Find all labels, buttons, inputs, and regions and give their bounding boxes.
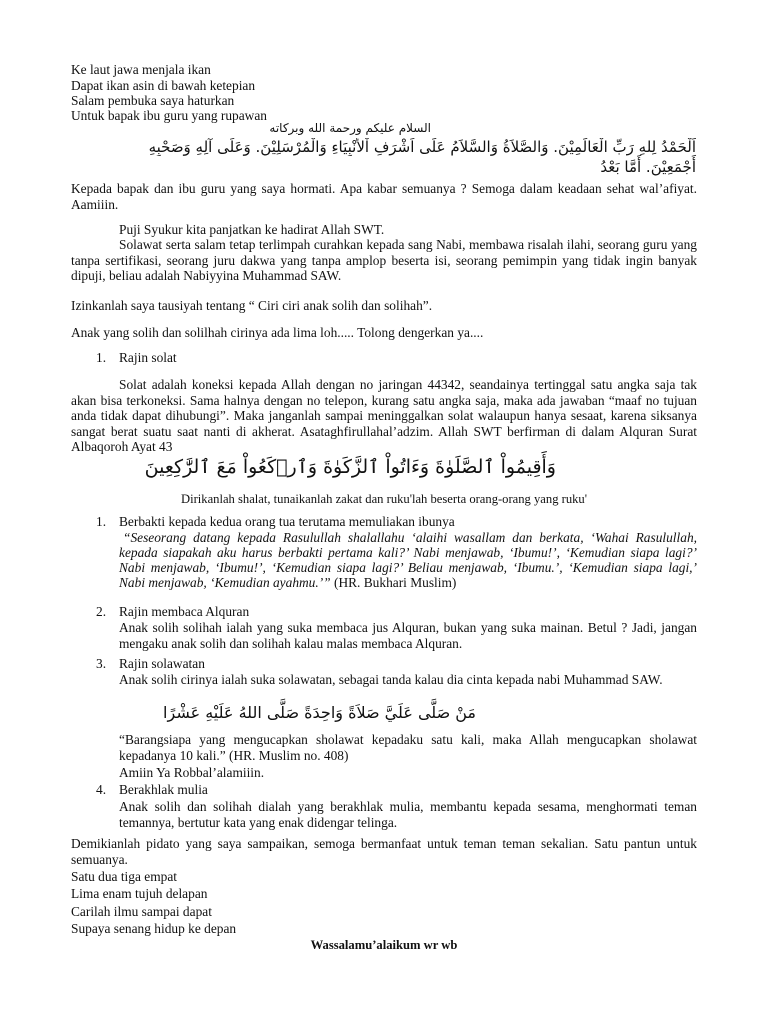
ayat-arabic: وَأَقِيمُواْ ٱلصَّلَوٰةَ وَءَاتُواْ ٱلزَّكَوٰةَ وَٱرۡكَعُواْ مَعَ ٱلرَّٰكِعِينَ (144, 456, 556, 478)
hamdalah-arabic-line2: أَجْمَعِيْنَ. أَمَّا بَعْدُ (600, 158, 696, 176)
list-number: 4. (96, 782, 107, 797)
amin-line: Amiin Ya Robbal’alamiiin. (119, 765, 265, 780)
hadith-source: (HR. Bukhari Muslim) (330, 575, 457, 590)
list-number: 3. (96, 656, 107, 671)
solawat-hadith-arabic: مَنْ صَلَّى عَلَيَّ صَلاَةً وَاحِدَةً صَلَّى اللهُ عَلَيْهِ عَشْرًا (163, 703, 476, 722)
list-item-title: Rajin membaca Alquran (119, 604, 250, 619)
salam-arabic: السلام عليكم ورحمة الله وبركاته (269, 121, 431, 135)
solawat-translation: “Barangsiapa yang mengucapkan sholawat kepadaku satu kali, maka Allah mengucapkan sholawat kepadanya 10 kali.” (HR. Muslim no. 408) (119, 732, 697, 763)
solawat-paragraph: Solawat serta salam tetap terlimpah curahkan kepada sang Nabi, membawa risalah ilahi, seorang guru yang tanpa sertifikasi, seorang juru dakwa yang tanpa amplop beserta isi, seorang pemimpin yang tidak ingin banyak dipuji, beliau adalah Nabiyyina Muhammad SAW. (71, 237, 697, 284)
closing-pantun-line: Lima enam tujuh delapan (71, 886, 208, 901)
alquran-paragraph: Anak solih solihah ialah yang suka membaca jus Alquran, bukan yang suka mainan. Betul ? Jadi, jangan mengaku anak solih dan solihah kalau malas membaca Alquran. (119, 620, 697, 651)
closing-paragraph: Demikianlah pidato yang saya sampaikan, semoga bermanfaat untuk teman teman sekalian. Satu pantun untuk semuanya. (71, 836, 697, 867)
ayat-translation: Dirikanlah shalat, tunaikanlah zakat dan ruku'lah beserta orang-orang yang ruku' (181, 492, 587, 506)
topic-line: Izinkanlah saya tausiyah tentang “ Ciri ciri anak solih dan solihah”. (71, 298, 433, 313)
list-item-title: Rajin solat (119, 350, 177, 365)
hadith-quote: “Seseorang datang kepada Rasulullah shalallahu ‘alaihi wasallam dan berkata, ‘Wahai Rasulullah, kepada siapakah aku harus berbakti pertama kali?’ Nabi menjawab, ‘Ibumu!’, ‘Kemudian siapa lagi?’ Nabi menjawab, ‘Ibumu!’, ‘Kemudian siapa lagi?’ Beliau menjawab, ‘Ibumu.’, ‘Kemudian siapa lagi,’ Nabi menjawab, ‘Kemudian ayahmu.’” (119, 530, 697, 590)
list-number: 2. (96, 604, 107, 619)
opening-pantun-line: Ke laut jawa menjala ikan (71, 62, 211, 77)
solawatan-paragraph: Anak solih cirinya ialah suka solawatan, sebagai tanda kalau dia cinta kepada nabi Muhammad SAW. (119, 672, 663, 687)
opening-pantun-line: Salam pembuka saya haturkan (71, 93, 235, 108)
syukur-line: Puji Syukur kita panjatkan ke hadirat Allah SWT. (119, 222, 385, 237)
solat-paragraph: Solat adalah koneksi kepada Allah dengan no jaringan 44342, seandainya tertinggal satu angka saja tak akan bisa terkoneksi. Sama halnya dengan no telepon, kurang satu angka saja, maka ada jawaban “maaf no tujuan anda tidak dapat dihubungi”. Maka janganlah sampai meninggalkan solat walaupun hanya sesaat, karena siksanya sangat berat suatu saat nanti di akherat. Asataghfirullahal’adzim. Allah SWT berfirman di dalam Alquran Surat Albaqoroh Ayat 43 (71, 377, 697, 455)
opening-pantun-line: Dapat ikan asin di bawah ketepian (71, 78, 256, 93)
hadith-paragraph (119, 530, 697, 590)
opening-pantun-line: Untuk bapak ibu guru yang rupawan (71, 108, 267, 123)
list-item-title: Berakhlak mulia (119, 782, 208, 797)
greeting-paragraph: Kepada bapak dan ibu guru yang saya hormati. Apa kabar semuanya ? Semoga dalam keadaan sehat wal’afiyat. Aamiiin. (71, 181, 697, 212)
list-number: 1. (96, 350, 107, 365)
intro-list-line: Anak yang solih dan solilhah cirinya ada lima loh..... Tolong dengerkan ya.... (71, 325, 484, 340)
wassalam-line: Wassalamu’alaikum wr wb (310, 938, 458, 952)
hamdalah-arabic-line1: اَلْحَمْدُ لِلهِ رَبِّ الْعَالَمِيْنَ. وَالصَّلاَةُ وَالسَّلاَمُ عَلَى اَشْرَفِ اْلأَنْبِيَاءِ وَالْمُرْسَلِيْنَ. وَعَلَى آلِهِ وَصَحْبِهِ (148, 138, 696, 156)
list-item-title: Berbakti kepada kedua orang tua terutama memuliakan ibunya (119, 514, 455, 529)
akhlak-paragraph: Anak solih dan solihah dialah yang berakhlak mulia, membantu kepada sesama, menghormati teman temannya, bertutur kata yang enak didengar telinga. (119, 799, 697, 830)
closing-pantun-line: Supaya senang hidup ke depan (71, 921, 237, 936)
closing-pantun-line: Carilah ilmu sampai dapat (71, 904, 212, 919)
list-item-title: Rajin solawatan (119, 656, 205, 671)
list-number: 1. (96, 514, 107, 529)
closing-pantun-line: Satu dua tiga empat (71, 869, 177, 884)
